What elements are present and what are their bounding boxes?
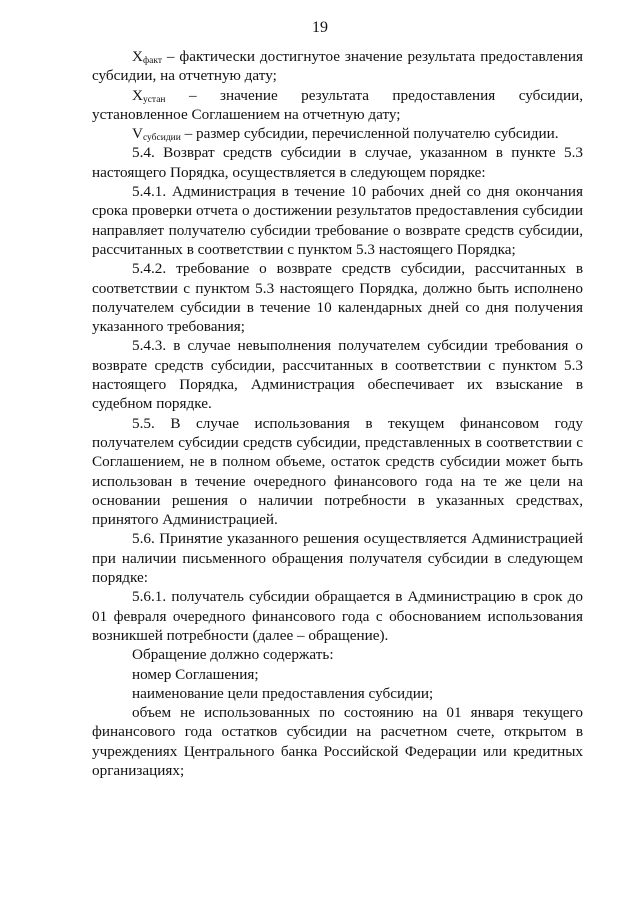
clause-5-5: 5.5. В случае использования в текущем финансовом году получателем субсидии средств субсидии, представленных в соответствии с Соглашением, не в полном объеме, остаток средств субсидии может быть использован в течение очередного финансового года на те же цели на основании решения о наличии потребности в указанных средствах, принятого Администрацией. bbox=[92, 414, 583, 529]
variable-definition: – значение результата предоставления субсидии, установленное Соглашением на отчетную дату; bbox=[92, 86, 583, 123]
document-body bbox=[92, 47, 583, 780]
formula-variable-x-ustan bbox=[92, 86, 583, 125]
request-item-unused-balance: объем не использованных по состоянию на 01 января текущего финансового года остатков субсидии на расчетном счете, открытом в учреждениях Центрального банка Российской Федерации или кредитных организациях; bbox=[92, 704, 583, 779]
clause-5-4-1: 5.4.1. Администрация в течение 10 рабочих дней со дня окончания срока проверки отчета о достижении результатов предоставления субсидии направляет получателю субсидии требование о возврате средств субсидии, рассчитанных в соответствии с пунктом 5.3 настоящего Порядка; bbox=[92, 183, 583, 258]
request-item-agreement-number: номер Соглашения; bbox=[132, 665, 259, 683]
request-item-purpose: наименование цели предоставления субсидии; bbox=[132, 684, 434, 702]
variable-symbol: X bbox=[132, 48, 143, 65]
variable-definition: – фактически достигнутое значение результата предоставления субсидии, на отчетную дату; bbox=[92, 48, 583, 85]
variable-subscript: субсидии bbox=[142, 133, 181, 144]
variable-definition: – размер субсидии, перечисленной получателю субсидии. bbox=[180, 125, 559, 143]
clause-5-4-3: 5.4.3. в случае невыполнения получателем субсидии требования о возврате средств субсидии, рассчитанных в соответствии с пунктом 5.3 настоящего Порядка, Администрация обеспечивает их взыскание в судебном порядке. bbox=[92, 337, 583, 413]
variable-subscript: факт bbox=[142, 56, 162, 66]
clause-5-6: 5.6. Принятие указанного решения осуществляется Администрацией при наличии письменного обращения получателя субсидии в следующем порядке: bbox=[92, 530, 583, 587]
variable-symbol: V bbox=[132, 125, 143, 143]
request-contents-heading: Обращение должно содержать: bbox=[132, 646, 334, 664]
clause-5-4-2: 5.4.2. требование о возврате средств субсидии, рассчитанных в соответствии с пунктом 5.3 настоящего Порядка, должно быть исполнено получателем субсидии в течение 10 календарных дней со дня получения указанного требования; bbox=[92, 260, 583, 336]
formula-variable-x-fact bbox=[92, 47, 583, 86]
variable-subscript: устан bbox=[142, 94, 166, 105]
clause-5-4: 5.4. Возврат средств субсидии в случае, указанном в пункте 5.3 настоящего Порядка, осуществляется в следующем порядке: bbox=[92, 144, 583, 181]
page-number: 19 bbox=[312, 19, 328, 36]
formula-variable-v-subsidii bbox=[92, 124, 583, 143]
variable-symbol: X bbox=[132, 86, 143, 104]
clause-5-6-1: 5.6.1. получатель субсидии обращается в Администрацию в срок до 01 февраля очередного финансового года с обоснованием использования возникшей потребности (далее – обращение). bbox=[92, 588, 583, 644]
